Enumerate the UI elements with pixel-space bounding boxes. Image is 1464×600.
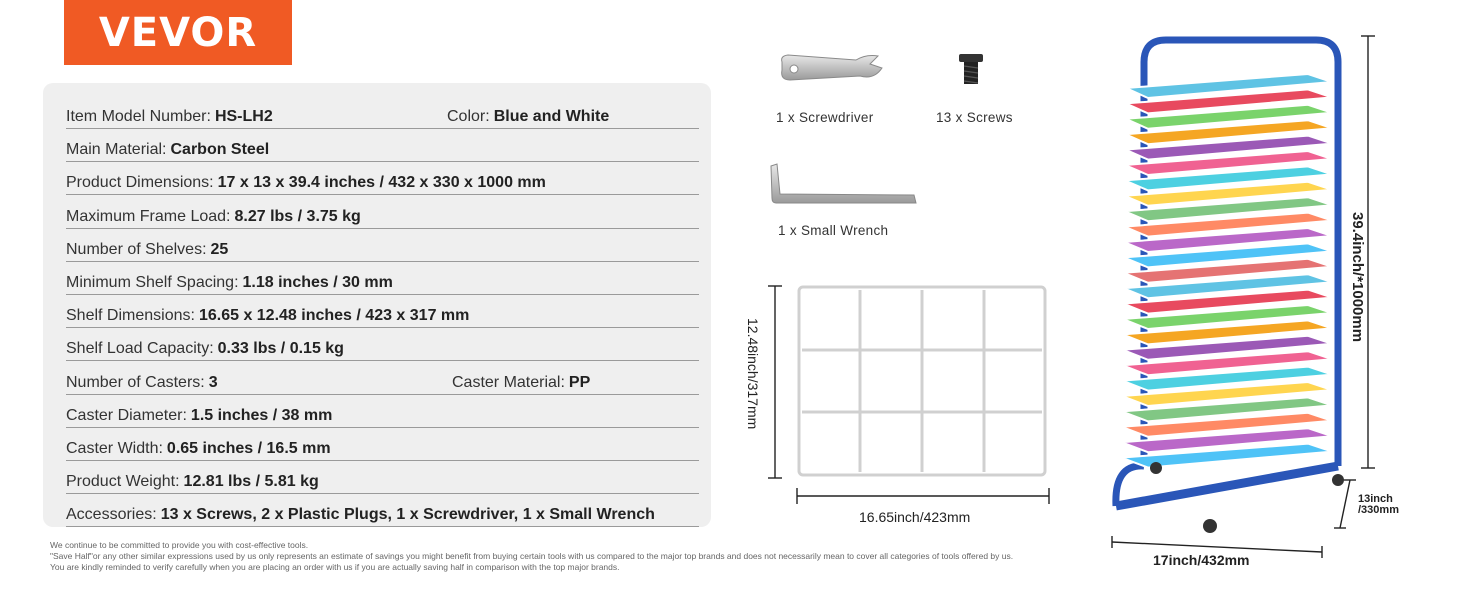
spec-key: Main Material:: [66, 141, 167, 159]
rack-width-label: 17inch/432mm: [1153, 552, 1250, 568]
spec-value: HS-LH2: [214, 108, 273, 125]
spec-key: Shelf Dimensions:: [66, 307, 195, 325]
spec-second-column: [447, 108, 609, 126]
shelf-wire-grid: [796, 284, 1048, 478]
spec-key: Accessories:: [66, 506, 157, 524]
spec-row: [66, 429, 699, 461]
spec-row: [66, 163, 699, 195]
spec-value: Blue and White: [493, 108, 610, 125]
spec-value: 25: [210, 240, 229, 258]
screwdriver-icon: [778, 52, 886, 86]
spec-key: Maximum Frame Load:: [66, 207, 231, 225]
small-wrench-label: 1 x Small Wrench: [778, 223, 889, 238]
rack-depth-dimension-line: [1334, 478, 1356, 532]
spec-value: 0.65 inches / 16.5 mm: [166, 440, 331, 457]
spec-row: [66, 396, 699, 428]
spec-value: 3: [208, 373, 218, 391]
spec-value: 1.5 inches / 38 mm: [190, 406, 333, 424]
shelf-height-label: 12.48inch/317mm: [745, 318, 761, 430]
spec-key: Caster Diameter:: [66, 406, 187, 424]
spec-second-column: [452, 374, 590, 392]
spec-row: [66, 462, 699, 494]
spec-key: Color:: [447, 108, 490, 125]
spec-table: [43, 83, 711, 527]
spec-value: 17 x 13 x 39.4 inches / 432 x 330 x 1000 mm: [217, 174, 546, 192]
spec-row: [66, 495, 699, 527]
spec-value: 12.81 lbs / 5.81 kg: [183, 473, 319, 491]
spec-value: 8.27 lbs / 3.75 kg: [234, 207, 361, 225]
spec-key: Product Dimensions:: [66, 174, 214, 192]
spec-row: [66, 329, 699, 361]
disclaimer: [50, 540, 1013, 573]
brand-logo: [64, 0, 292, 65]
screwdriver-label: 1 x Screwdriver: [776, 110, 874, 125]
spec-key: Shelf Load Capacity:: [66, 340, 214, 358]
shelf-width-label: 16.65inch/423mm: [859, 509, 971, 525]
spec-row: [66, 197, 699, 229]
rack-depth-label: [1358, 494, 1399, 516]
spec-key: Number of Shelves:: [66, 240, 207, 258]
screws-label: 13 x Screws: [936, 110, 1013, 125]
spec-key: Caster Width:: [66, 440, 163, 457]
spec-row: [66, 97, 699, 129]
rack-depth-label-line: 13inch: [1358, 493, 1393, 505]
spec-key: Item Model Number:: [66, 108, 211, 125]
drying-rack-product-image: [1096, 36, 1346, 536]
rack-depth-label-line: /330mm: [1358, 504, 1399, 516]
rack-height-label: 39.4inch/*1000mm: [1349, 212, 1366, 343]
disclaimer-line: "Save Half"or any other similar expressions used by us only represents an estimate of savings you might benefit from buying certain tools with us compared to the major top brands and does not necessarily mean to cover all categories of tools offered by us.: [50, 551, 1014, 561]
spec-value: 1.18 inches / 30 mm: [242, 274, 393, 291]
spec-value: PP: [568, 373, 591, 391]
screw-icon: [958, 52, 984, 88]
brand-logo-text: VEVOR: [98, 9, 258, 56]
spec-key: Minimum Shelf Spacing:: [66, 274, 239, 291]
spec-value: 13 x Screws, 2 x Plastic Plugs, 1 x Screwdriver, 1 x Small Wrench: [160, 506, 655, 524]
spec-row: [66, 296, 699, 328]
allen-wrench-icon: [768, 162, 920, 206]
spec-row: [66, 130, 699, 162]
spec-row: [66, 363, 699, 395]
spec-key: Product Weight:: [66, 473, 180, 491]
shelf-width-dimension-line: [795, 487, 1051, 505]
spec-key: Number of Casters:: [66, 373, 205, 391]
spec-value: 16.65 x 12.48 inches / 423 x 317 mm: [198, 307, 470, 325]
spec-row: [66, 263, 699, 295]
spec-value: 0.33 lbs / 0.15 kg: [217, 340, 344, 358]
spec-value: Carbon Steel: [170, 141, 270, 159]
spec-row: [66, 230, 699, 262]
shelf-height-dimension-line: [768, 284, 782, 480]
disclaimer-line: We continue to be committed to provide you with cost-effective tools.: [50, 540, 309, 550]
spec-key: Caster Material:: [452, 373, 565, 391]
disclaimer-line: You are kindly reminded to verify carefully when you are placing an order with us if you are actually saving half in comparison with the top major brands.: [50, 562, 620, 572]
